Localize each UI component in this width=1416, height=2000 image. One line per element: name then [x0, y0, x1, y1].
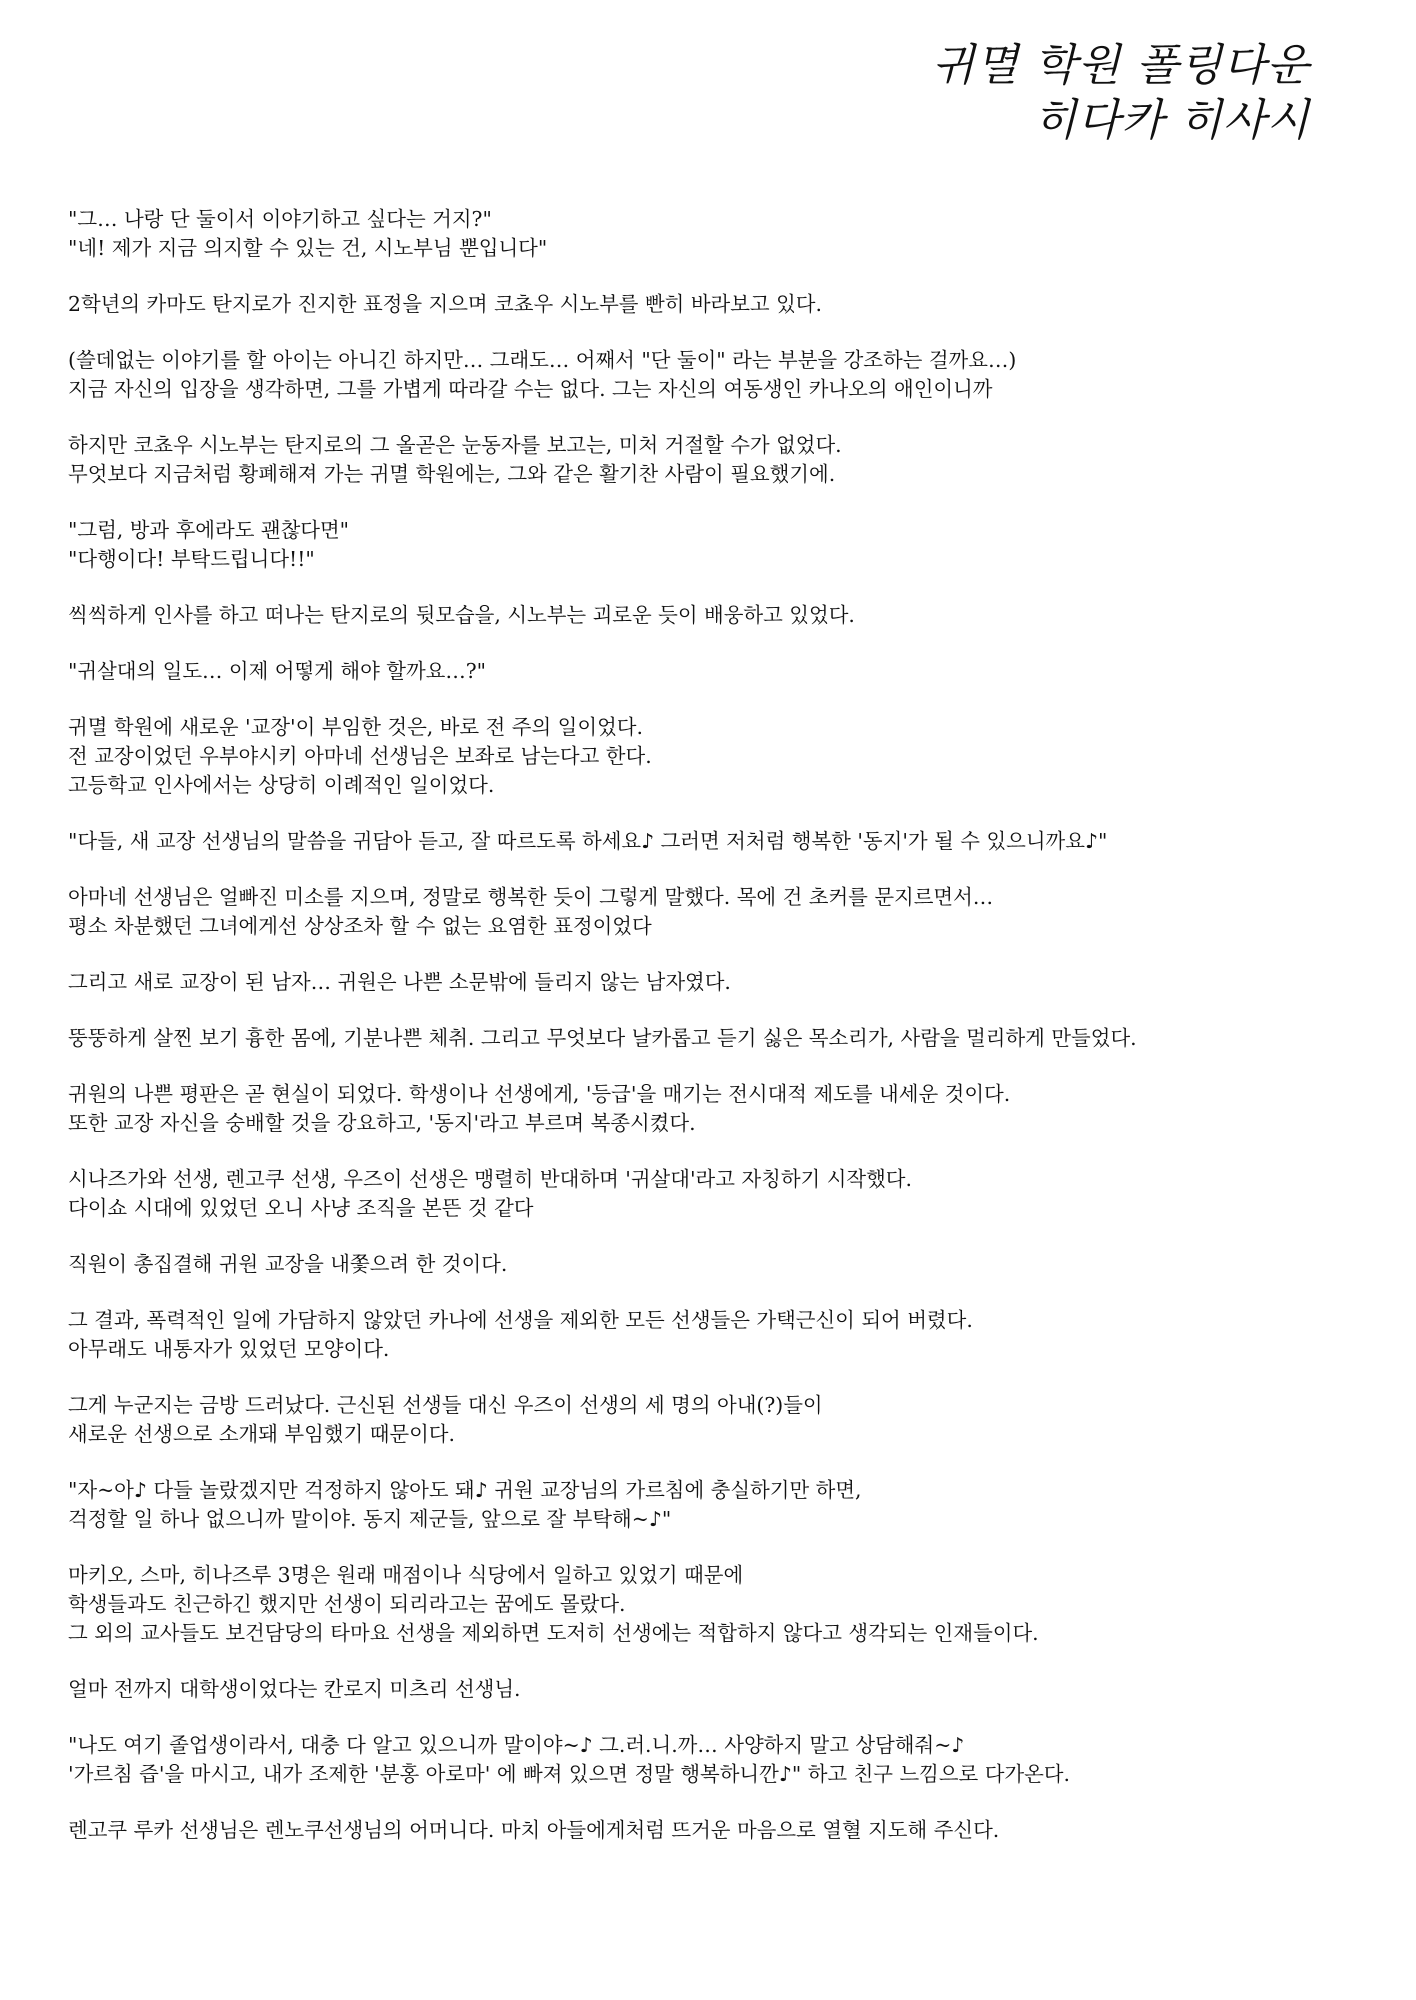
- text-line: 다이쇼 시대에 있었던 오니 사냥 조직을 본뜬 것 같다: [68, 1196, 534, 1220]
- paragraph: [68, 1080, 1358, 1138]
- paragraph: [68, 346, 1358, 404]
- paragraph: [68, 1561, 1358, 1648]
- text-line: 씩씩하게 인사를 하고 떠나는 탄지로의 뒷모습을, 시노부는 괴로운 듯이 배웅하고 있었다.: [68, 603, 855, 627]
- text-line: 귀원의 나쁜 평판은 곧 현실이 되었다. 학생이나 선생에게, '등급'을 매기는 전시대적 제도를 내세운 것이다.: [68, 1082, 1011, 1106]
- paragraph: [68, 1165, 1358, 1223]
- text-line: 고등학교 인사에서는 상당히 이례적인 일이었다.: [68, 773, 495, 797]
- text-line: '가르침 즙'을 마시고, 내가 조제한 '분홍 아로마' 에 빠져 있으면 정말 행복하니깐♪" 하고 친구 느낌으로 다가온다.: [68, 1762, 1070, 1786]
- paragraph: [68, 290, 1358, 319]
- title: 귀멸 학원 폴링다운: [931, 40, 1310, 91]
- text-line: 뚱뚱하게 살찐 보기 흉한 몸에, 기분나쁜 체취. 그리고 무엇보다 날카롭고 듣기 싫은 목소리가, 사람을 멀리하게 만들었다.: [68, 1026, 1137, 1050]
- text-line: 시나즈가와 선생, 렌고쿠 선생, 우즈이 선생은 맹렬히 반대하며 '귀살대'라고 자칭하기 시작했다.: [68, 1167, 912, 1191]
- text-line: 직원이 총집결해 귀원 교장을 내쫓으려 한 것이다.: [68, 1252, 508, 1276]
- text-line: 걱정할 일 하나 없으니까 말이야. 동지 제군들, 앞으로 잘 부탁해~♪": [68, 1507, 672, 1531]
- text-line: 학생들과도 친근하긴 했지만 선생이 되리라고는 꿈에도 몰랐다.: [68, 1592, 626, 1616]
- text-line: 전 교장이었던 우부야시키 아마네 선생님은 보좌로 남는다고 한다.: [68, 744, 652, 768]
- text-line: 그 외의 교사들도 보건담당의 타마요 선생을 제외하면 도저히 선생에는 적합하지 않다고 생각되는 인재들이다.: [68, 1621, 1039, 1645]
- paragraph: [68, 1476, 1358, 1534]
- text-line: 얼마 전까지 대학생이었다는 칸로지 미츠리 선생님.: [68, 1677, 521, 1701]
- text-line: 새로운 선생으로 소개돼 부임했기 때문이다.: [68, 1422, 455, 1446]
- text-line: "다행이다! 부탁드립니다!!": [68, 547, 315, 571]
- text-line: "다들, 새 교장 선생님의 말씀을 귀담아 듣고, 잘 따르도록 하세요♪ 그러면 저처럼 행복한 '동지'가 될 수 있으니까요♪": [68, 829, 1108, 853]
- text-line: 그리고 새로 교장이 된 남자… 귀원은 나쁜 소문밖에 들리지 않는 남자였다.: [68, 970, 731, 994]
- text-line: 아마네 선생님은 얼빠진 미소를 지으며, 정말로 행복한 듯이 그렇게 말했다. 목에 건 초커를 문지르면서…: [68, 885, 994, 909]
- text-line: 렌고쿠 루카 선생님은 렌노쿠선생님의 어머니다. 마치 아들에게처럼 뜨거운 마음으로 열혈 지도해 주신다.: [68, 1818, 1000, 1842]
- paragraph: [68, 601, 1358, 630]
- paragraph: [68, 516, 1358, 574]
- text-line: 지금 자신의 입장을 생각하면, 그를 가볍게 따라갈 수는 없다. 그는 자신의 여동생인 카나오의 애인이니까: [68, 377, 993, 401]
- text-line: "자~아♪ 다들 놀랐겠지만 걱정하지 않아도 돼♪ 귀원 교장님의 가르침에 충실하기만 하면,: [68, 1478, 862, 1502]
- text-line: 귀멸 학원에 새로운 '교장'이 부임한 것은, 바로 전 주의 일이었다.: [68, 715, 643, 739]
- paragraph: [68, 1391, 1358, 1449]
- text-line: (쓸데없는 이야기를 할 아이는 아니긴 하지만… 그래도… 어째서 "단 둘이" 라는 부분을 강조하는 걸까요…): [68, 348, 1017, 372]
- paragraph: [68, 1816, 1358, 1845]
- text-line: 또한 교장 자신을 숭배할 것을 강요하고, '동지'라고 부르며 복종시켰다.: [68, 1111, 696, 1135]
- text-line: 하지만 코쵸우 시노부는 탄지로의 그 올곧은 눈동자를 보고는, 미처 거절할 수가 없었다.: [68, 433, 842, 457]
- text-line: "네! 제가 지금 의지할 수 있는 건, 시노부님 뿐입니다": [68, 236, 548, 260]
- text-line: "그… 나랑 단 둘이서 이야기하고 싶다는 거지?": [68, 207, 492, 231]
- paragraph: [68, 883, 1358, 941]
- paragraph: [68, 713, 1358, 800]
- text-line: 평소 차분했던 그녀에게선 상상조차 할 수 없는 요염한 표정이었다: [68, 914, 652, 938]
- paragraph: [68, 1675, 1358, 1704]
- body-text: [68, 205, 1358, 1872]
- text-line: 그 결과, 폭력적인 일에 가담하지 않았던 카나에 선생을 제외한 모든 선생들은 가택근신이 되어 버렸다.: [68, 1308, 973, 1332]
- paragraph: [68, 968, 1358, 997]
- paragraph: [68, 827, 1358, 856]
- title-block: [710, 38, 1310, 148]
- author: 히다카 히사시: [1033, 95, 1310, 146]
- text-line: 아무래도 내통자가 있었던 모양이다.: [68, 1337, 390, 1361]
- text-line: 마키오, 스마, 히나즈루 3명은 원래 매점이나 식당에서 일하고 있었기 때문에: [68, 1563, 744, 1587]
- paragraph: [68, 1306, 1358, 1364]
- paragraph: [68, 1024, 1358, 1053]
- paragraph: [68, 1731, 1358, 1789]
- paragraph: [68, 657, 1358, 686]
- paragraph: [68, 1250, 1358, 1279]
- paragraph: [68, 205, 1358, 263]
- text-line: 2학년의 카마도 탄지로가 진지한 표정을 지으며 코쵸우 시노부를 빤히 바라보고 있다.: [68, 292, 822, 316]
- paragraph: [68, 431, 1358, 489]
- text-line: "귀살대의 일도… 이제 어떻게 해야 할까요…?": [68, 659, 487, 683]
- text-line: "나도 여기 졸업생이라서, 대충 다 알고 있으니까 말이야~♪ 그.러.니.까… 사양하지 말고 상담해줘~♪: [68, 1733, 965, 1757]
- text-line: 그게 누군지는 금방 드러났다. 근신된 선생들 대신 우즈이 선생의 세 명의 아내(?)들이: [68, 1393, 823, 1417]
- text-line: "그럼, 방과 후에라도 괜찮다면": [68, 518, 350, 542]
- text-line: 무엇보다 지금처럼 황폐해져 가는 귀멸 학원에는, 그와 같은 활기찬 사람이 필요했기에.: [68, 462, 836, 486]
